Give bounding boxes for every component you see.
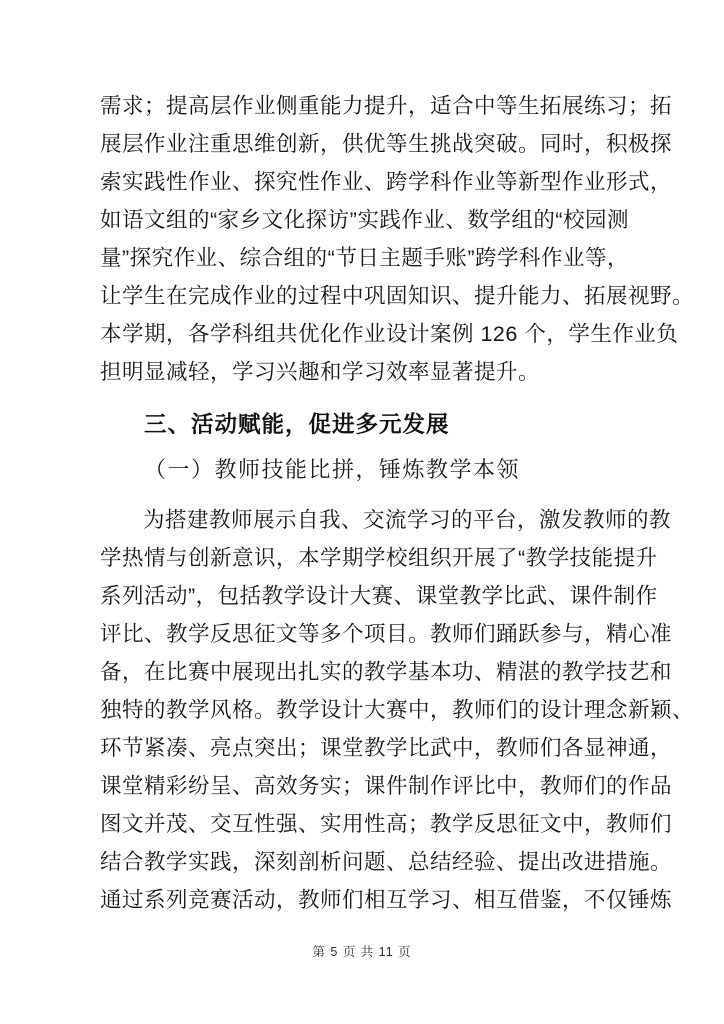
text-line: 评比、教学反思征文等多个项目。教师们踊跃参与，精心准 xyxy=(100,622,673,646)
text-line: 独特的教学风格。教学设计大赛中，教师们的设计理念新颖、 xyxy=(100,698,695,722)
subsection-heading: （一）教师技能比拼，锤炼教学本领 xyxy=(144,457,521,482)
text-line: 备，在比赛中展现出扎实的教学基本功、精湛的教学技艺和 xyxy=(100,660,673,684)
text-line: 结合教学实践，深刻剖析问题、总结经验、提出改进措施。 xyxy=(100,850,673,874)
section-heading: 三、活动赋能，促进多元发展 xyxy=(144,412,450,437)
page-number-footer: 第 5 页 共 11 页 xyxy=(312,945,412,959)
text-line: 图文并茂、交互性强、实用性高；教学反思征文中，教师们 xyxy=(100,812,673,836)
text-line: 系列活动”，包括教学设计大赛、课堂教学比武、课件制作 xyxy=(100,584,658,608)
document-body xyxy=(100,87,695,919)
text-line: 为搭建教师展示自我、交流学习的平台，激发教师的教 xyxy=(143,508,672,532)
text-line: 课堂精彩纷呈、高效务实；课件制作评比中，教师们的作品 xyxy=(100,774,673,798)
text-line: 如语文组的“家乡文化探访”实践作业、数学组的“校园测 xyxy=(100,208,629,232)
text-line: 索实践性作业、探究性作业、跨学科作业等新型作业形式， xyxy=(100,170,673,194)
text-line: 让学生在完成作业的过程中巩固知识、提升能力、拓展视野。 xyxy=(100,284,695,308)
text-line: 学热情与创新意识，本学期学校组织开展了“教学技能提升 xyxy=(100,546,658,570)
paragraph-teacher-skill-competition xyxy=(100,501,695,919)
text-line: 担明显减轻，学习兴趣和学习效率显著提升。 xyxy=(100,360,541,384)
text-line: 量”探究作业、综合组的“节日主题手账”跨学科作业等， xyxy=(100,246,629,270)
text-line: 需求；提高层作业侧重能力提升，适合中等生拓展练习；拓 xyxy=(100,94,673,118)
text-line: 通过系列竞赛活动，教师们相互学习、相互借鉴，不仅锤炼 xyxy=(100,888,673,912)
text-line: 环节紧凑、亮点突出；课堂教学比武中，教师们各显神通， xyxy=(100,736,673,760)
text-line: 展层作业注重思维创新，供优等生挑战突破。同时，积极探 xyxy=(100,132,673,156)
paragraph-homework-optimization xyxy=(100,87,695,391)
text-line: 本学期，各学科组共优化作业设计案例 126 个，学生作业负 xyxy=(100,322,679,346)
